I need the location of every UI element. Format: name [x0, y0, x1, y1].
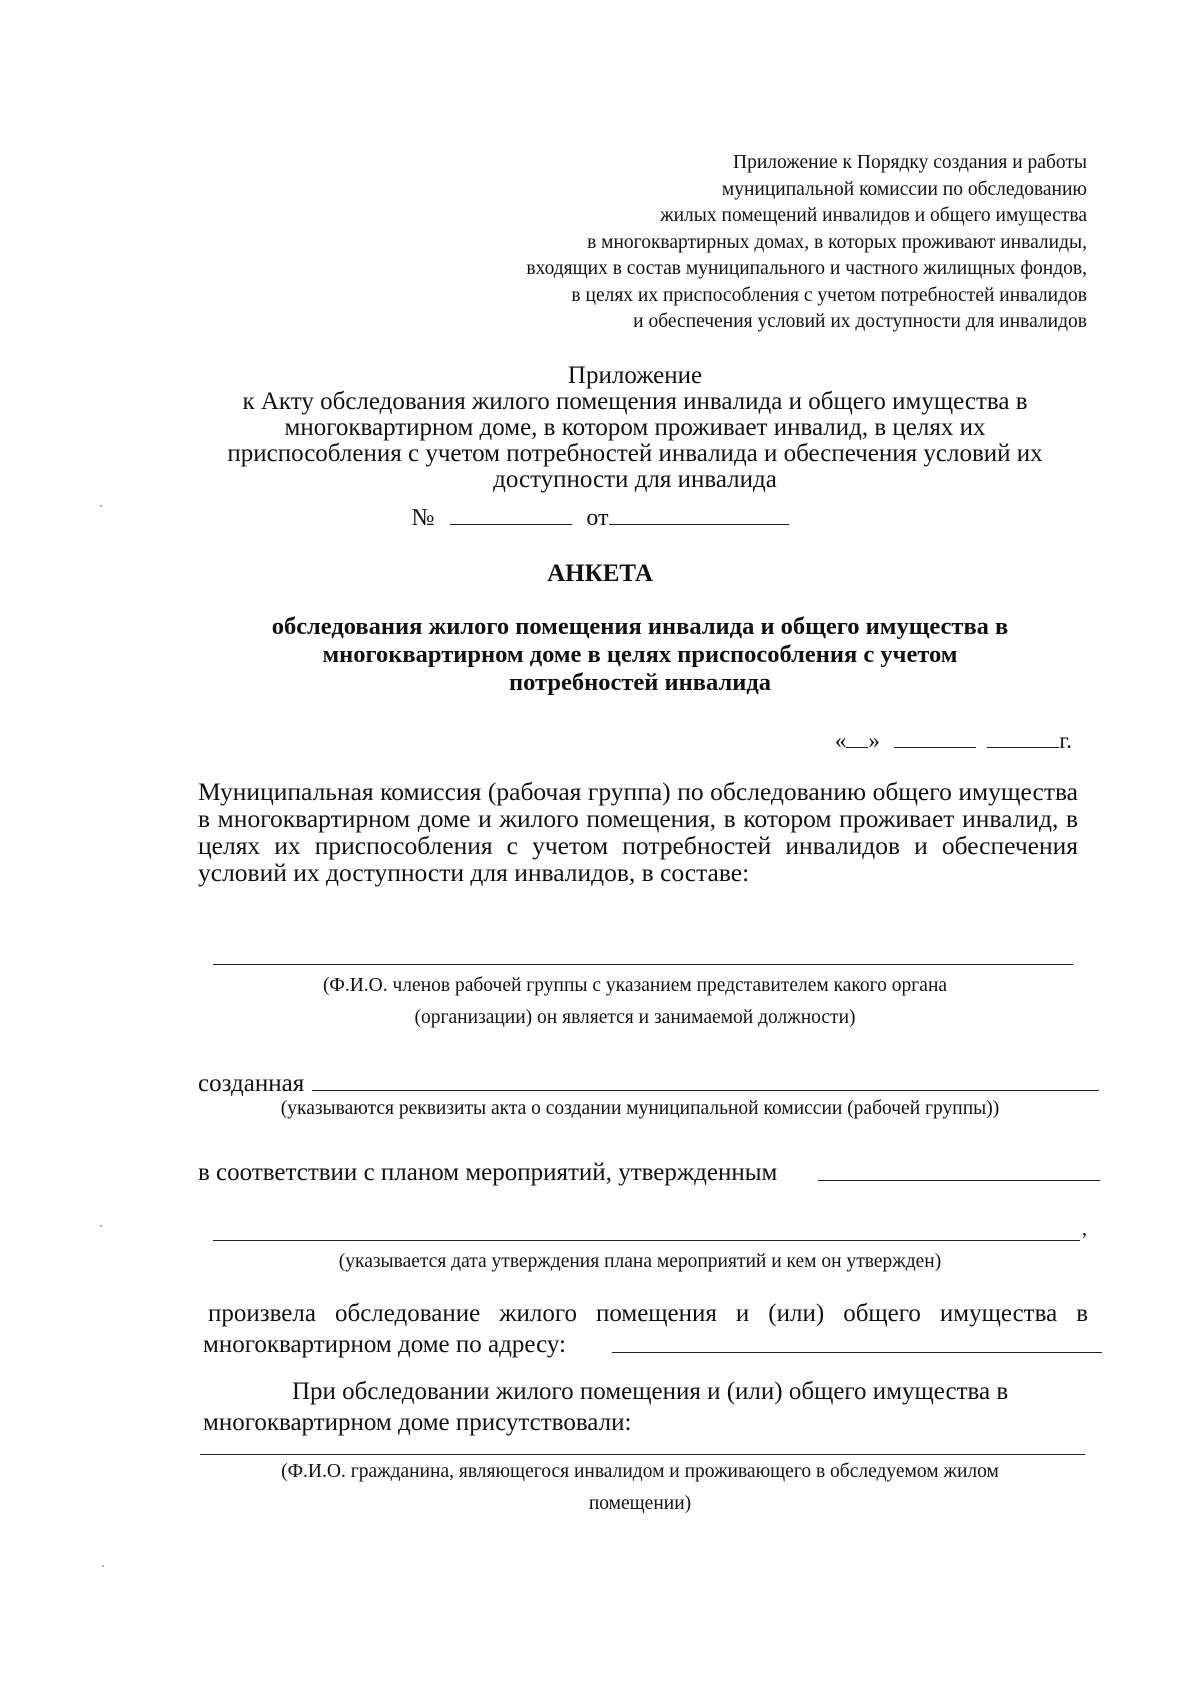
- plan-details-field[interactable]: [213, 1240, 1080, 1241]
- annex-number-line: [0, 504, 1200, 532]
- survey-address-label: многоквартирном доме по адресу:: [203, 1331, 566, 1358]
- header-line: в целях их приспособления с учетом потребностей инвалидов: [571, 284, 1087, 306]
- header-line: и обеспечения условий их доступности для инвалидов: [633, 311, 1087, 332]
- date-close-quote: »: [868, 728, 880, 753]
- form-title: АНКЕТА: [547, 560, 653, 587]
- number-field[interactable]: [450, 504, 572, 525]
- citizen-field[interactable]: [200, 1454, 1085, 1455]
- day-field[interactable]: [846, 727, 868, 748]
- created-field[interactable]: [312, 1090, 1099, 1091]
- from-label: от: [586, 505, 609, 531]
- date-open-quote: «: [834, 728, 847, 753]
- plan-label: в соответствии с планом мероприятий, утвержденным: [198, 1159, 778, 1186]
- form-subtitle: [230, 613, 1050, 697]
- appendix-header: [307, 150, 1087, 336]
- year-field[interactable]: [987, 727, 1059, 748]
- header-line: входящих в состав муниципального и частного жилищных фондов,: [526, 258, 1087, 279]
- present-label: многоквартирном доме присутствовали:: [203, 1409, 632, 1436]
- members-note-line: (Ф.И.О. членов рабочей группы с указанием представителем какого органа: [322, 975, 948, 996]
- number-label: №: [411, 505, 435, 531]
- annex-line: к Акту обследования жилого помещения инвалида и общего имущества в: [242, 388, 1028, 415]
- plan-approved-field[interactable]: [818, 1180, 1100, 1181]
- scan-speck: [102, 1565, 104, 1567]
- year-suffix: г.: [1059, 728, 1072, 753]
- present-line: При обследовании жилого помещения и (или) общего имущества в: [292, 1378, 1009, 1405]
- subtitle-line: потребностей инвалида: [509, 669, 771, 696]
- citizen-note-line: (Ф.И.О. гражданина, являющегося инвалидом и проживающего в обследуемом жилом: [281, 1461, 999, 1482]
- citizen-note-line: помещении): [588, 1493, 692, 1514]
- header-line: муниципальной комиссии по обследованию: [721, 178, 1087, 200]
- plan-note: (указывается дата утверждения плана мероприятий и кем он утвержден): [338, 1251, 942, 1272]
- annex-date-field[interactable]: [609, 504, 789, 525]
- created-label: созданная: [198, 1070, 305, 1097]
- header-line: в многоквартирных домах, в которых проживают инвалиды,: [587, 231, 1087, 253]
- annex-line: приспособления с учетом потребностей инвалида и обеспечения условий их: [227, 440, 1043, 467]
- address-field[interactable]: [612, 1352, 1102, 1353]
- survey-line: произвела обследование жилого помещения и (или) общего имущества в: [208, 1300, 1088, 1327]
- members-field[interactable]: [213, 964, 1073, 965]
- members-note-line: (организации) он является и занимаемой должности): [414, 1007, 856, 1028]
- scan-speck: [100, 505, 102, 507]
- created-note: (указываются реквизиты акта о создании муниципальной комиссии (рабочей группы)): [280, 1098, 1000, 1119]
- citizen-note: [200, 1456, 1080, 1520]
- annex-title: Приложение: [567, 362, 703, 389]
- annex-line: доступности для инвалида: [493, 466, 777, 493]
- commission-paragraph: Муниципальная комиссия (рабочая группа) по обследованию общего имущества в многоквартирном доме и жилого помещения, в котором проживает инвалид, в целях их приспособления с учетом потребностей инвалидов и обеспечения условий их доступности для инвалидов, в составе:: [198, 777, 1078, 887]
- plan-comma: ,: [1082, 1218, 1087, 1240]
- header-line: Приложение к Порядку создания и работы: [733, 152, 1087, 173]
- annex-block: [195, 363, 1075, 493]
- subtitle-line: многоквартирном доме в целях приспособления с учетом: [322, 641, 958, 668]
- header-line: жилых помещений инвалидов и общего имущества: [660, 205, 1087, 226]
- scan-speck: [100, 1225, 102, 1227]
- month-field[interactable]: [894, 727, 976, 748]
- members-note: [200, 970, 1070, 1034]
- form-date-line: [835, 727, 1072, 754]
- annex-line: многоквартирном доме, в котором проживает инвалид, в целях их: [284, 414, 986, 441]
- subtitle-line: обследования жилого помещения инвалида и общего имущества в: [271, 613, 1009, 640]
